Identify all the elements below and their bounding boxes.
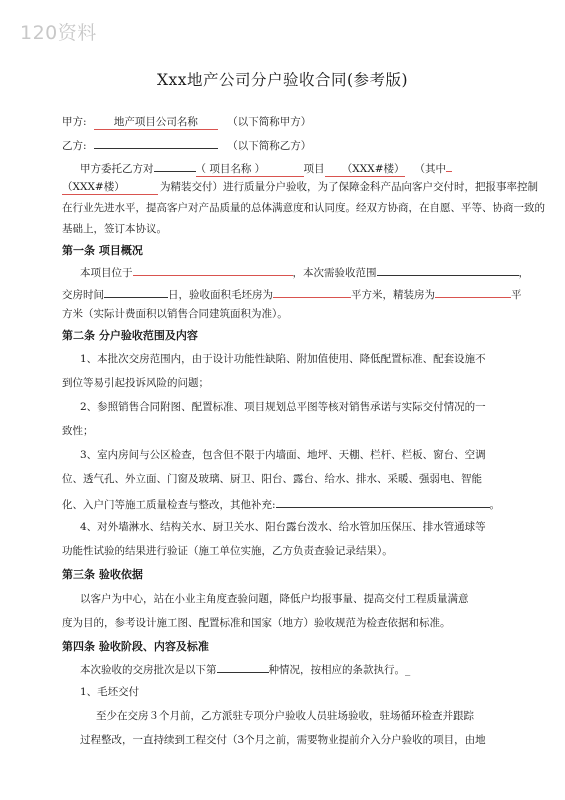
s2-p1-line-2: 到位等易引起投诉风险的问题；	[62, 377, 209, 389]
s4-line-1	[80, 661, 410, 677]
s1-line-1	[80, 264, 529, 280]
party-a-label: 甲方:	[62, 116, 87, 128]
s4-p1-line-1: 至少在交房３个月前，乙方派驻专项分户验收人员驻场验收，驻场循环检查并跟踪	[96, 710, 474, 722]
s2-p3-line-1: 3、室内房间与公区检查，包含但不限于内墙面、地坪、天棚、栏杆、栏板、窗台、空调	[80, 449, 486, 461]
s1-text: 交房时间	[62, 289, 104, 301]
s2-other-blank[interactable]	[276, 496, 490, 508]
s1-text: 本项目位于	[80, 267, 133, 279]
intro-line-1	[80, 160, 452, 177]
intro-line-3: 在行业先进水平，提高客户对产品质量的总体满意度和认同度。经双方协商，在自愿、平等、协商一致的	[62, 202, 545, 214]
s4-case-blank[interactable]	[217, 661, 269, 673]
s2-p2-line-2: 致性；	[62, 425, 94, 437]
s1-fine-area-blank[interactable]	[435, 286, 511, 298]
party-a-name[interactable]: 地产项目公司名称	[94, 115, 218, 130]
s2-p4-line-1: 4、对外墙淋水、结构关水、厨卫关水、阳台露台泼水、给水管加压保压、排水管通球等	[80, 521, 486, 533]
s1-text: 平方米，精装房为	[351, 289, 435, 301]
document-title: Xxx地产公司分户验收合同(参考版)	[156, 71, 409, 89]
intro-blank-1[interactable]	[154, 160, 196, 172]
party-b-label: 乙方:	[62, 140, 87, 152]
s2-p2-line-1: 2、参照销售合同附图、配置标准、项目规划总平图等核对销售承诺与实际交付情况的一	[80, 401, 486, 413]
s2-p4-line-2: 功能性试验的结果进行验证（施工单位实施，乙方负责查验记录结果）。	[62, 545, 393, 557]
s4-text: 本次验收的交房批次是以下第	[80, 664, 217, 676]
section-1-heading: 第一条 项目概况	[62, 244, 143, 257]
s4-subheading-1: 1、毛坯交付	[80, 686, 140, 698]
s2-text: 化、入户门等施工质量检查与整改，其他补充:	[62, 499, 276, 511]
s1-range-blank[interactable]	[377, 264, 519, 276]
intro-text: 甲方委托乙方对	[80, 163, 154, 175]
watermark: 120资料	[20, 22, 97, 44]
intro-project-name[interactable]: （ 项目名称 ）	[196, 162, 304, 177]
s4-text: 种情况，按相应的条款执行。_	[268, 664, 411, 676]
s1-text: ，本次需验收范围	[292, 267, 377, 279]
s2-text: 。	[489, 499, 501, 511]
intro-line-2	[62, 180, 538, 195]
s4-p1-line-2: 过程整改，一直持续到工程交付（3个月之前，需要物业提前介入分户验收的项目，由地	[80, 734, 486, 746]
s1-date-blank[interactable]	[104, 286, 168, 298]
s1-location-blank[interactable]	[133, 264, 293, 276]
party-b-note: （以下简称乙方）	[227, 140, 312, 152]
intro-building[interactable]: （XXX#楼）	[325, 162, 405, 177]
intro-text: （其中	[414, 163, 446, 175]
s1-rough-area-blank[interactable]	[273, 286, 351, 298]
section-2-heading: 第二条 分户验收范围及内容	[62, 329, 198, 342]
party-a-line	[62, 115, 311, 130]
s1-text: ，	[518, 267, 529, 279]
s2-p3-line-3	[62, 496, 500, 512]
section-3-heading: 第三条 验收依据	[62, 568, 143, 581]
party-b-line	[62, 137, 311, 153]
s3-line-2: 度为目的，参考设计施工图、配置标准和国家（地方）验收规范为检查依据和标准。	[62, 617, 451, 629]
intro-text: 项目	[303, 163, 325, 175]
party-b-blank[interactable]	[94, 137, 218, 149]
s2-p3-line-2: 位、透气孔、外立面、门窗及玻璃、厨卫、阳台、露台、给水、排水、采暖、强弱电、智能	[62, 473, 482, 485]
intro-building-2[interactable]: （XXX#楼）	[62, 180, 158, 195]
s1-line-3: 方米（实际计费面积以销售合同建筑面积为准）。	[62, 308, 288, 320]
intro-line-4: 基础上，签订本协议。	[62, 223, 167, 235]
s1-line-2	[62, 286, 522, 302]
section-4-heading: 第四条 验收阶段、内容及标准	[62, 640, 209, 653]
s2-p1-line-1: 1、本批次交房范围内，由于设计功能性缺陷、附加值使用、降低配置标准、配套设施不	[80, 353, 486, 365]
intro-text: 为精装交付）进行质量分户验收，为了保障金科产品向客户交付时，把报事率控制	[160, 181, 538, 193]
s1-text: 日，验收面积毛坯房为	[168, 289, 273, 301]
party-a-note: （以下简称甲方）	[227, 116, 312, 128]
s3-line-1: 以客户为中心，站在小业主角度查验问题，降低户均报事量、提高交付工程质量满意	[80, 593, 469, 605]
intro-blank-2[interactable]	[446, 160, 452, 172]
s1-text: 平	[511, 289, 522, 301]
